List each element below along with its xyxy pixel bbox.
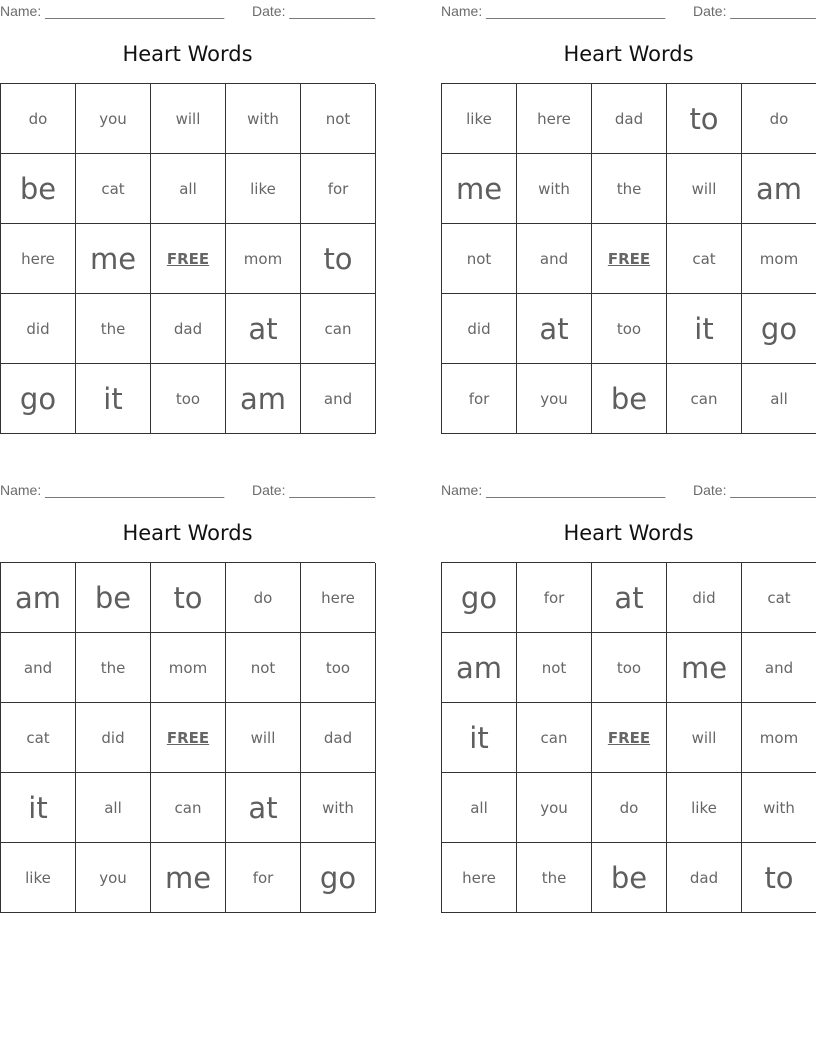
- bingo-grid: [441, 83, 816, 434]
- word-cell: like: [226, 154, 301, 224]
- word-cell: with: [301, 773, 376, 843]
- word-cell: mom: [742, 703, 816, 773]
- word-cell: dad: [667, 843, 742, 913]
- word-cell: for: [442, 364, 517, 434]
- word-cell: like: [1, 843, 76, 913]
- name-field-label: Name: _______________________: [0, 3, 225, 19]
- word-cell: not: [442, 224, 517, 294]
- word-cell: mom: [151, 633, 226, 703]
- word-cell: it: [1, 773, 76, 843]
- free-space: FREE: [151, 224, 226, 294]
- word-cell: do: [592, 773, 667, 843]
- free-space: FREE: [151, 703, 226, 773]
- word-cell: too: [592, 633, 667, 703]
- word-cell: cat: [667, 224, 742, 294]
- word-cell: and: [301, 364, 376, 434]
- word-cell: the: [76, 633, 151, 703]
- word-cell: to: [301, 224, 376, 294]
- word-cell: at: [517, 294, 592, 364]
- bingo-grid: [0, 562, 375, 913]
- name-field-label: Name: _______________________: [0, 482, 225, 498]
- word-cell: you: [76, 84, 151, 154]
- word-cell: here: [301, 563, 376, 633]
- word-cell: will: [151, 84, 226, 154]
- name-field-label: Name: _______________________: [441, 3, 666, 19]
- word-cell: am: [742, 154, 816, 224]
- word-cell: did: [442, 294, 517, 364]
- card-title: Heart Words: [122, 521, 253, 545]
- word-cell: all: [151, 154, 226, 224]
- word-cell: the: [76, 294, 151, 364]
- bingo-grid: [441, 562, 816, 913]
- card-title: Heart Words: [563, 42, 694, 66]
- word-cell: with: [742, 773, 816, 843]
- word-cell: here: [517, 84, 592, 154]
- word-cell: dad: [592, 84, 667, 154]
- word-cell: at: [226, 294, 301, 364]
- word-cell: will: [667, 154, 742, 224]
- free-space: FREE: [592, 703, 667, 773]
- word-cell: did: [1, 294, 76, 364]
- word-cell: like: [667, 773, 742, 843]
- word-cell: do: [226, 563, 301, 633]
- word-cell: not: [517, 633, 592, 703]
- word-cell: me: [442, 154, 517, 224]
- word-cell: dad: [301, 703, 376, 773]
- word-cell: it: [667, 294, 742, 364]
- word-cell: with: [226, 84, 301, 154]
- word-cell: not: [226, 633, 301, 703]
- bingo-card-4: [441, 479, 816, 913]
- word-cell: me: [151, 843, 226, 913]
- word-cell: not: [301, 84, 376, 154]
- bingo-card-2: [441, 0, 816, 434]
- word-cell: here: [442, 843, 517, 913]
- word-cell: you: [517, 773, 592, 843]
- word-cell: the: [517, 843, 592, 913]
- word-cell: too: [151, 364, 226, 434]
- word-cell: can: [151, 773, 226, 843]
- word-cell: mom: [742, 224, 816, 294]
- word-cell: will: [667, 703, 742, 773]
- word-cell: too: [301, 633, 376, 703]
- word-cell: me: [667, 633, 742, 703]
- word-cell: go: [1, 364, 76, 434]
- word-cell: will: [226, 703, 301, 773]
- word-cell: the: [592, 154, 667, 224]
- word-cell: am: [442, 633, 517, 703]
- word-cell: can: [301, 294, 376, 364]
- word-cell: am: [1, 563, 76, 633]
- word-cell: be: [592, 843, 667, 913]
- word-cell: and: [742, 633, 816, 703]
- bingo-card-3: [0, 479, 375, 913]
- card-title: Heart Words: [563, 521, 694, 545]
- word-cell: did: [76, 703, 151, 773]
- word-cell: too: [592, 294, 667, 364]
- word-cell: you: [517, 364, 592, 434]
- date-field-label: Date: ___________: [252, 3, 375, 19]
- word-cell: at: [592, 563, 667, 633]
- word-cell: it: [442, 703, 517, 773]
- word-cell: to: [151, 563, 226, 633]
- word-cell: go: [301, 843, 376, 913]
- word-cell: to: [667, 84, 742, 154]
- word-cell: and: [1, 633, 76, 703]
- word-cell: for: [226, 843, 301, 913]
- word-cell: cat: [76, 154, 151, 224]
- word-cell: do: [1, 84, 76, 154]
- word-cell: cat: [742, 563, 816, 633]
- word-cell: all: [442, 773, 517, 843]
- word-cell: mom: [226, 224, 301, 294]
- word-cell: be: [1, 154, 76, 224]
- word-cell: like: [442, 84, 517, 154]
- word-cell: dad: [151, 294, 226, 364]
- word-cell: am: [226, 364, 301, 434]
- word-cell: at: [226, 773, 301, 843]
- date-field-label: Date: ___________: [693, 3, 816, 19]
- word-cell: all: [76, 773, 151, 843]
- word-cell: here: [1, 224, 76, 294]
- word-cell: be: [76, 563, 151, 633]
- word-cell: be: [592, 364, 667, 434]
- name-field-label: Name: _______________________: [441, 482, 666, 498]
- word-cell: go: [442, 563, 517, 633]
- word-cell: cat: [1, 703, 76, 773]
- word-cell: for: [517, 563, 592, 633]
- word-cell: go: [742, 294, 816, 364]
- word-cell: can: [517, 703, 592, 773]
- date-field-label: Date: ___________: [693, 482, 816, 498]
- bingo-grid: [0, 83, 375, 434]
- word-cell: you: [76, 843, 151, 913]
- date-field-label: Date: ___________: [252, 482, 375, 498]
- word-cell: did: [667, 563, 742, 633]
- word-cell: to: [742, 843, 816, 913]
- word-cell: do: [742, 84, 816, 154]
- word-cell: can: [667, 364, 742, 434]
- bingo-card-1: [0, 0, 375, 434]
- word-cell: it: [76, 364, 151, 434]
- free-space: FREE: [592, 224, 667, 294]
- card-title: Heart Words: [122, 42, 253, 66]
- word-cell: and: [517, 224, 592, 294]
- word-cell: all: [742, 364, 816, 434]
- word-cell: with: [517, 154, 592, 224]
- word-cell: me: [76, 224, 151, 294]
- word-cell: for: [301, 154, 376, 224]
